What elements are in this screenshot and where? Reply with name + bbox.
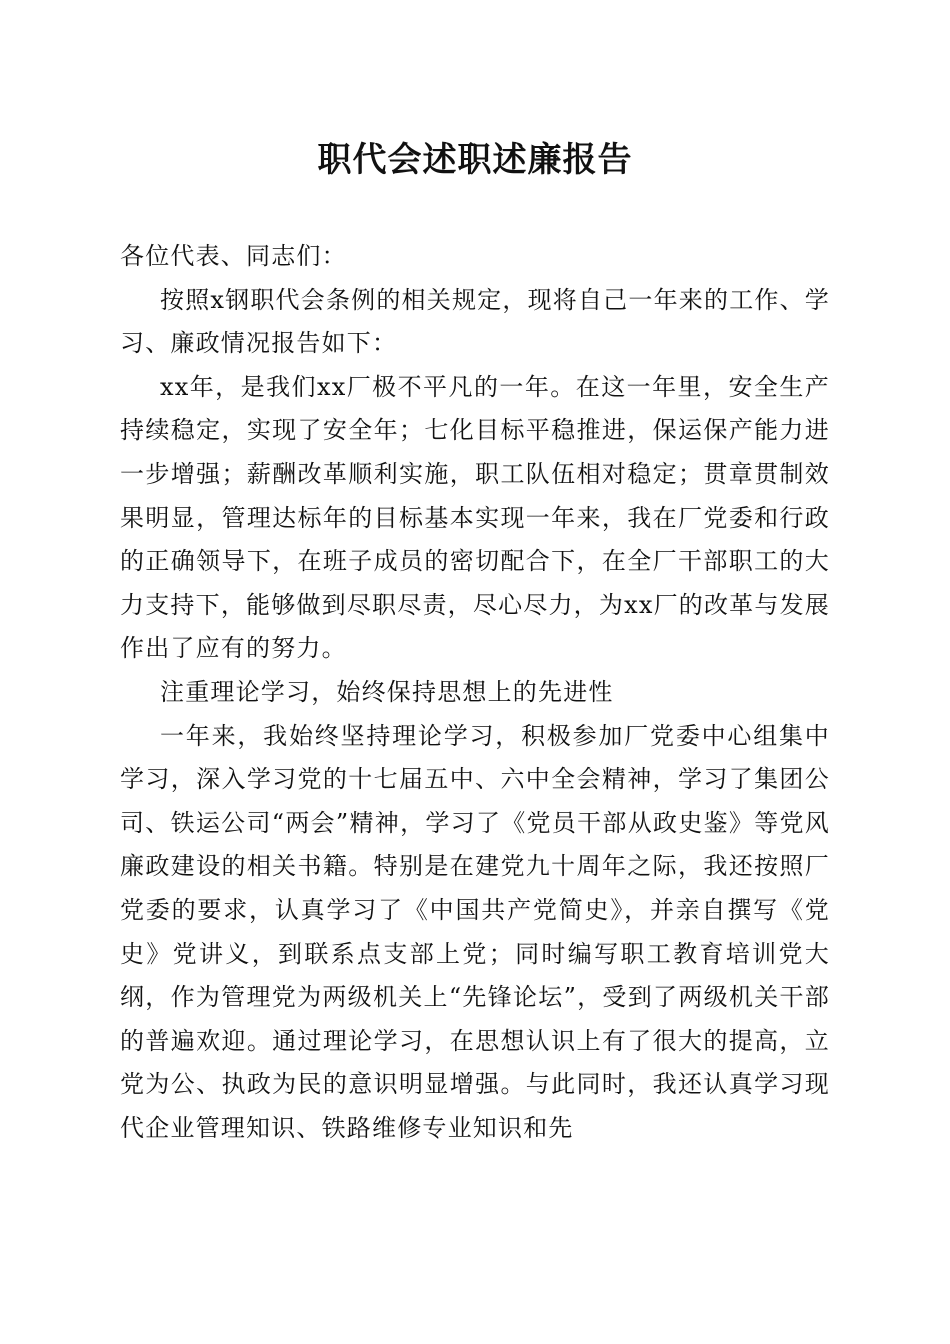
document-body xyxy=(120,235,830,1150)
document-title: 职代会述职述廉报告 xyxy=(317,140,633,180)
paragraph-year-summary: xx年，是我们xx厂极不平凡的一年。在这一年里，安全生产持续稳定，实现了安全年；七化目标平稳推进，保运保产能力进一步增强；薪酬改革顺利实施，职工队伍相对稳定；贯章贯制效果明显，管理达标年的目标基本实现一年来，我在厂党委和行政的正确领导下，在班子成员的密切配合下，在全厂干部职工的大力支持下，能够做到尽职尽责，尽心尽力，为xx厂的改革与发展作出了应有的努力。 xyxy=(120,372,830,663)
section-heading: 注重理论学习，始终保持思想上的先进性 xyxy=(160,677,614,706)
paragraph-intro: 按照x钢职代会条例的相关规定，现将自己一年来的工作、学习、廉政情况报告如下： xyxy=(120,285,830,358)
salutation: 各位代表、同志们： xyxy=(120,242,347,270)
paragraph-theory-study: 一年来，我始终坚持理论学习，积极参加厂党委中心组集中学习，深入学习党的十七届五中、六中全会精神，学习了集团公司、铁运公司“两会”精神，学习了《党员干部从政史鉴》等党风廉政建设的相关书籍。特别是在建党九十周年之际，我还按照厂党委的要求，认真学习了《中国共产党简史》，并亲自撰写《党史》党讲义，到联系点支部上党；同时编写职工教育培训党大纲，作为管理党为两级机关上“先锋论坛”，受到了两级机关干部的普遍欢迎。通过理论学习，在思想认识上有了很大的提高，立党为公、执政为民的意识明显增强。与此同时，我还认真学习现代企业管理知识、铁路维修专业知识和先 xyxy=(120,721,830,1142)
